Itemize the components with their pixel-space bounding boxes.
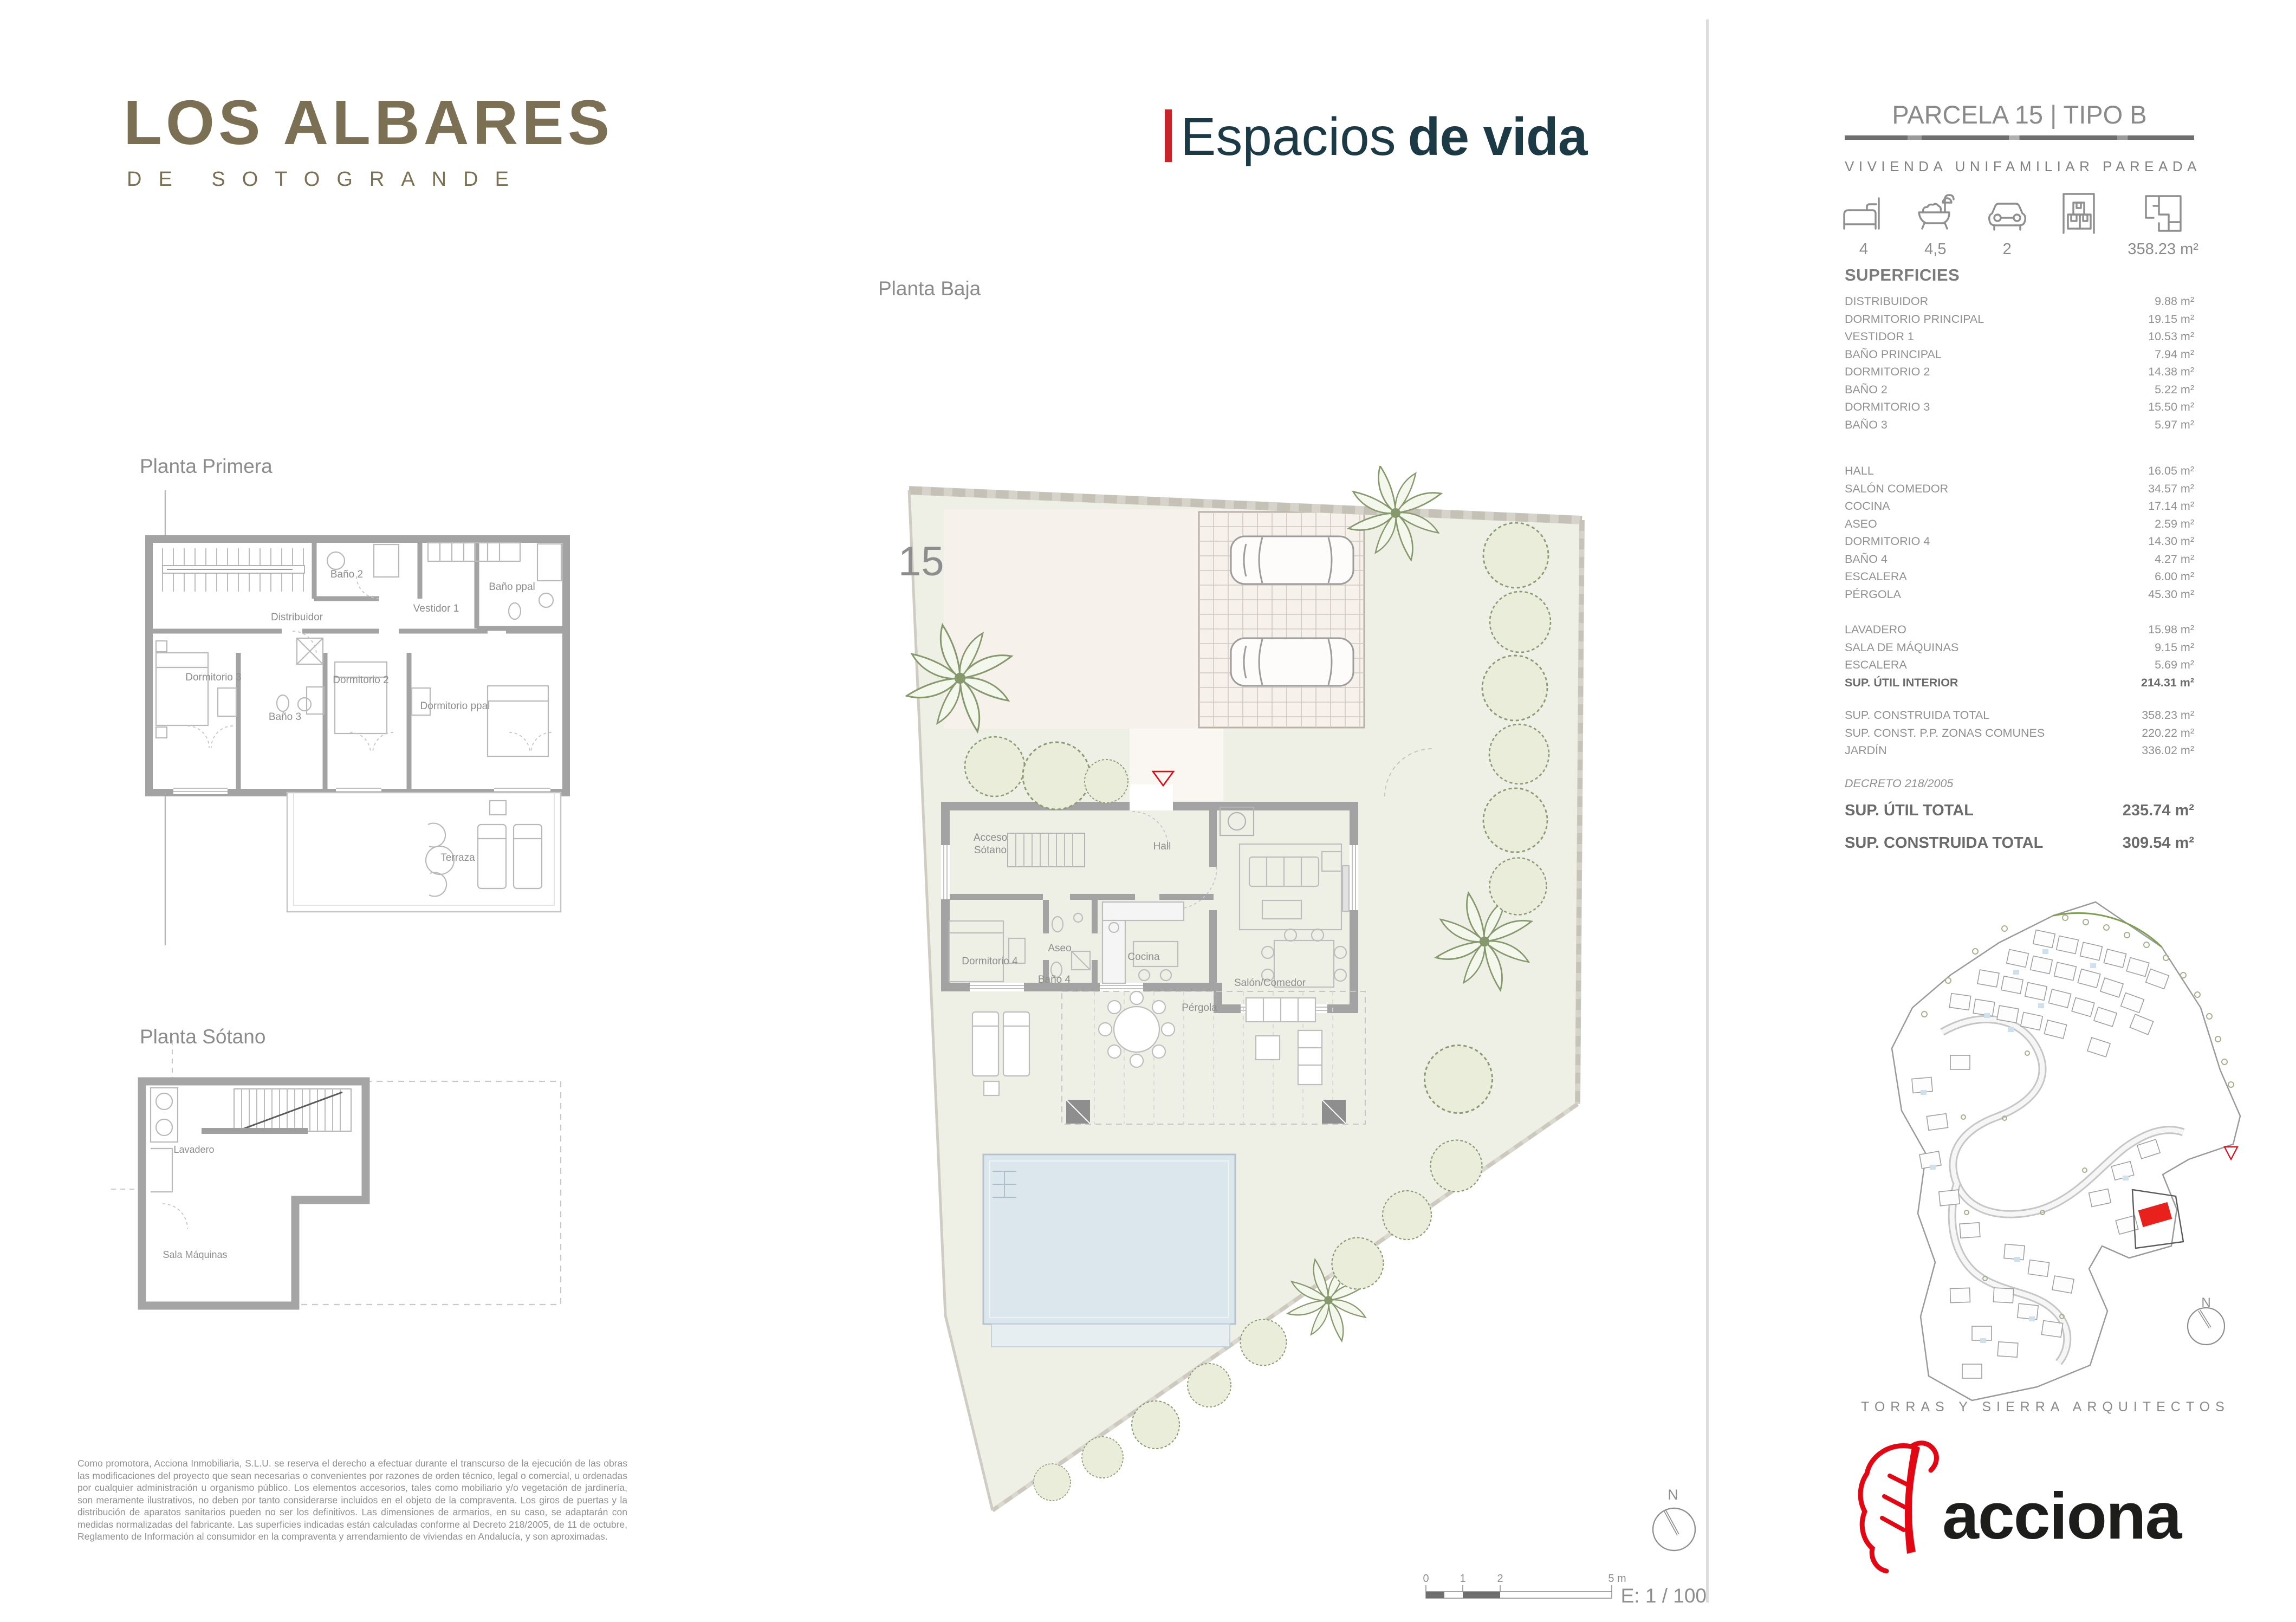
superficie-value: 309.54 m² (2122, 834, 2194, 852)
superficie-label: DORMITORIO 2 (1845, 365, 1930, 378)
feature-bedrooms (1841, 191, 1886, 259)
area-icon (2141, 191, 2186, 236)
room-label: Dormitorio 4 (962, 956, 1018, 967)
feature-value: 358.23 m² (2128, 241, 2198, 258)
acciona-wordmark: acciona (1942, 1479, 2181, 1553)
superficies-row (1845, 829, 2194, 857)
superficies-row (1845, 656, 2194, 674)
superficies-row (1845, 533, 2194, 550)
superficie-label: JARDÍN (1845, 744, 1887, 757)
feature-parking (1984, 191, 2030, 259)
title-rule (1845, 135, 2194, 140)
compass-n-label: N (1668, 1487, 1678, 1503)
planta-primera-floorplan (103, 477, 591, 953)
room-label: Dormitorio 2 (333, 674, 389, 686)
room-label: Vestidor 1 (413, 603, 459, 614)
tagline-light: Espacios (1181, 107, 1396, 166)
superficies-row (1845, 416, 2194, 434)
superficie-value: 220.22 m² (2142, 726, 2194, 739)
parcel-title: PARCELA 15 | TIPO B (1892, 100, 2147, 129)
room-label: Acceso (973, 832, 1008, 844)
superficie-value: 5.69 m² (2155, 658, 2194, 671)
scale-tick: 1 (1460, 1573, 1466, 1585)
scale-tick: 2 (1497, 1573, 1503, 1585)
superficie-label: DORMITORIO 3 (1845, 400, 1930, 413)
parcel-number: 15 (898, 538, 944, 585)
feature-value: 2 (2002, 241, 2012, 258)
superficie-value: 336.02 m² (2142, 744, 2194, 757)
superficie-label: BAÑO 3 (1845, 418, 1888, 431)
superficie-label: SUP. ÚTIL INTERIOR (1845, 676, 1958, 689)
tagline-bold: de vida (1408, 107, 1587, 166)
superficies-row (1845, 586, 2194, 604)
room-label: Baño 2 (330, 569, 364, 580)
superficie-value: 9.88 m² (2155, 295, 2194, 308)
superficie-label: ESCALERA (1845, 658, 1907, 671)
superficies-row (1845, 328, 2194, 346)
room-label: Baño 4 (1037, 974, 1071, 985)
superficie-label: SUP. CONSTRUIDA TOTAL (1845, 709, 1990, 722)
superficies-row (1845, 363, 2194, 381)
compass-icon (1653, 1487, 1695, 1550)
superficie-value: 15.98 m² (2148, 623, 2194, 636)
room-label: Salón/Comedor (1234, 977, 1306, 989)
architects-credit: TORRAS Y SIERRA ARQUITECTOS (1861, 1399, 2230, 1415)
superficie-value: 14.38 m² (2148, 365, 2194, 378)
superficies-row (1845, 568, 2194, 586)
superficies-row (1845, 515, 2194, 533)
scale-and-compass (1409, 1463, 1712, 1614)
brand-subtitle: DE SOTOGRANDE (127, 168, 526, 191)
superficie-value: 235.74 m² (2122, 802, 2194, 819)
superficie-value: 9.15 m² (2155, 640, 2194, 654)
room-label: Distribuidor (270, 612, 323, 623)
superficie-label: SALA DE MÁQUINAS (1845, 640, 1959, 654)
superficie-value: 2.59 m² (2155, 517, 2194, 530)
scale-bar (1423, 1573, 1626, 1598)
superficies-row (1845, 796, 2194, 825)
planta-sotano-label: Planta Sótano (140, 1026, 266, 1048)
superficies-heading: SUPERFICIES (1845, 265, 1960, 284)
superficies-row (1845, 674, 2194, 692)
terraza-area (287, 793, 561, 912)
compass-n-label: N (2201, 1295, 2211, 1310)
scale-tick: 5 m (1608, 1573, 1626, 1585)
room-label: Baño 3 (268, 711, 302, 723)
superficies-table (1845, 293, 2194, 857)
brand-logo (124, 87, 614, 191)
superficie-label: DORMITORIO PRINCIPAL (1845, 312, 1984, 326)
room-label: Cocina (1127, 951, 1160, 963)
superficie-value: 7.94 m² (2155, 347, 2194, 361)
superficies-row (1845, 742, 2194, 760)
room-label: Lavadero (173, 1144, 215, 1155)
bath-icon (1912, 191, 1958, 236)
feature-built-area (2128, 191, 2198, 259)
planta-sotano-floorplan (103, 1018, 580, 1322)
planta-baja-label: Planta Baja (878, 277, 981, 300)
superficie-label: SALÓN COMEDOR (1845, 482, 1949, 495)
superficie-value: 15.50 m² (2148, 400, 2194, 413)
superficie-label: DORMITORIO 4 (1845, 535, 1930, 548)
superficie-label: DISTRIBUIDOR (1845, 295, 1929, 308)
superficie-label: ESCALERA (1845, 570, 1907, 583)
car-icon (1984, 191, 2030, 236)
superficie-label: PÉRGOLA (1845, 587, 1901, 601)
room-label: Sala Máquinas (163, 1249, 228, 1260)
map-entrance-triangle-icon (2224, 1147, 2237, 1159)
superficie-label: BAÑO PRINCIPAL (1845, 347, 1942, 361)
feature-value: 4,5 (1924, 241, 1947, 258)
superficie-value: 10.53 m² (2148, 330, 2194, 343)
superficies-row (1845, 381, 2194, 399)
superficies-row (1845, 621, 2194, 639)
brand-name: LOS ALBARES (124, 87, 614, 158)
room-label: Dormitorio 3 (185, 672, 242, 683)
scale-tick: 0 (1423, 1573, 1429, 1585)
superficie-label: SUP. CONSTRUIDA TOTAL (1845, 834, 2044, 852)
room-label: Dormitorio ppal (420, 700, 490, 712)
red-accent-bar-icon (1165, 109, 1172, 162)
superficie-label: BAÑO 4 (1845, 552, 1888, 566)
superficies-row (1845, 724, 2194, 742)
superficie-value: 6.00 m² (2155, 570, 2194, 583)
scale-ratio-label: E: 1 / 100 (1620, 1585, 1707, 1607)
room-label: Hall (1153, 841, 1171, 852)
superficies-row (1845, 462, 2194, 480)
campaign-tagline (1165, 106, 1587, 167)
feature-storage (2056, 191, 2102, 259)
feature-bathrooms (1912, 191, 1958, 259)
bed-icon (1841, 191, 1886, 236)
superficies-row (1845, 480, 2194, 498)
superficie-value: 45.30 m² (2148, 587, 2194, 601)
legal-disclaimer: Como promotora, Acciona Inmobiliaria, S.L.U. se reserva el derecho a efectuar durante el transcurso de la ejecución de las obras las modificaciones del proyecto que sean necesarias o convenientes por razones de orden técnico, legal o comercial, u ordenadas por cualquier administración u organismo público. Los elementos accesorios, tales como mobiliario y/o vegetación de jardinería, son meramente ilustrativos, no deben por tanto considerarse incluidos en el objeto de la compraventa. Los giros de puertas y la distribución de aparatos sanitarios pueden no ser los definitivos. Las dimensiones de armarios, en su caso, se adaptarán con medidas normalizadas del fabricante. Las superficies indicadas están calculadas conforme al Decreto 218/2005, de 11 de octubre, Reglamento de Información al consumidor en la compraventa y arrendamiento de viviendas en Andalucía, y son aproximadas. (77, 1458, 627, 1542)
room-label: Terraza (440, 852, 475, 864)
superficies-row (1845, 310, 2194, 328)
storage-icon (2056, 191, 2102, 236)
superficie-label: DECRETO 218/2005 (1845, 776, 1954, 790)
superficie-value: 5.97 m² (2155, 418, 2194, 431)
superficie-label: SUP. ÚTIL TOTAL (1845, 802, 1974, 819)
superficie-label: ASEO (1845, 517, 1877, 530)
superficie-label: LAVADERO (1845, 623, 1906, 636)
superficie-value: 14.30 m² (2148, 535, 2194, 548)
room-label: Aseo (1048, 943, 1072, 954)
superficies-row (1845, 550, 2194, 568)
superficie-value: 4.27 m² (2155, 552, 2194, 566)
superficie-value: 16.05 m² (2148, 464, 2194, 477)
superficies-row (1845, 775, 2194, 793)
superficie-label: BAÑO 2 (1845, 382, 1888, 396)
superficies-row (1845, 497, 2194, 515)
planta-baja-siteplan (867, 466, 1604, 1571)
room-label: Pérgola (1182, 1002, 1217, 1014)
superficies-row (1845, 346, 2194, 364)
vertical-divider (1706, 20, 1709, 1602)
superficies-row (1845, 398, 2194, 416)
superficie-value: 34.57 m² (2148, 482, 2194, 495)
planta-primera-label: Planta Primera (140, 455, 273, 477)
superficies-row (1845, 639, 2194, 657)
superficie-value: 19.15 m² (2148, 312, 2194, 326)
superficies-row (1845, 706, 2194, 724)
feature-value: 4 (1859, 241, 1869, 258)
superficie-value: 17.14 m² (2148, 499, 2194, 512)
superficie-label: COCINA (1845, 499, 1890, 512)
superficie-label: HALL (1845, 464, 1874, 477)
room-label: Baño ppal (489, 581, 535, 593)
superficie-value: 358.23 m² (2142, 709, 2194, 722)
feature-strip (1841, 191, 2198, 259)
superficie-value: 214.31 m² (2141, 676, 2194, 689)
room-label: Sótano (974, 845, 1007, 856)
development-site-map (1864, 894, 2248, 1414)
swimming-pool (983, 1154, 1235, 1347)
dwelling-type: VIVIENDA UNIFAMILIAR PAREADA (1845, 158, 2201, 174)
superficies-row (1845, 293, 2194, 310)
map-compass-icon (2188, 1295, 2224, 1345)
superficie-label: VESTIDOR 1 (1845, 330, 1914, 343)
superficie-value: 5.22 m² (2155, 382, 2194, 396)
superficie-label: SUP. CONST. P.P. ZONAS COMUNES (1845, 726, 2045, 739)
